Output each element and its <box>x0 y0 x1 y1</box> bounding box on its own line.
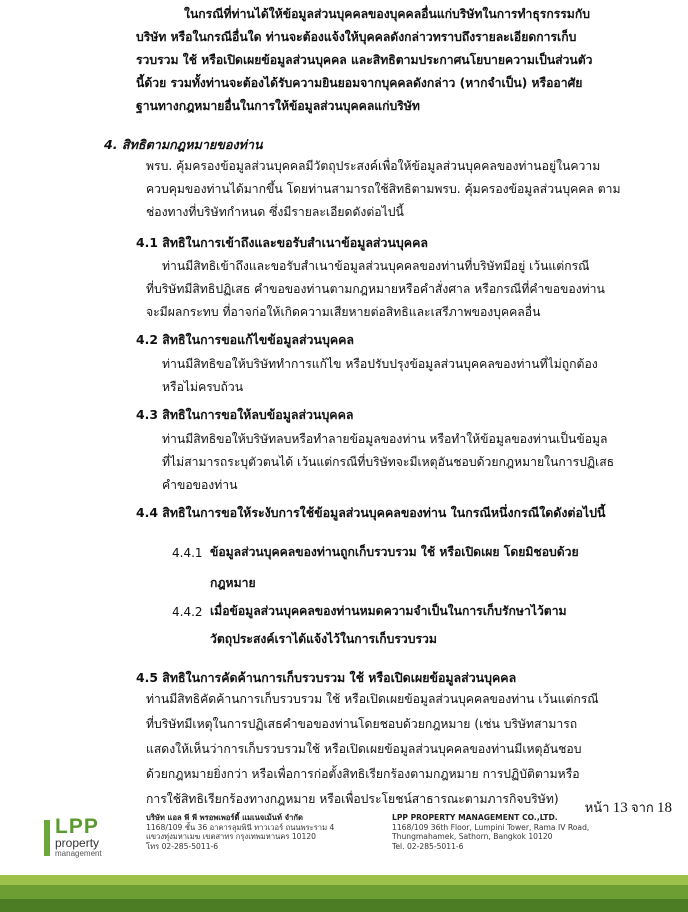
english-address-line-1: 1168/109 36th Floor, Lumpini Tower, Rama IV Road, <box>392 822 590 832</box>
section-4-3-line-1: ท่านมีสิทธิขอให้บริษัทลบหรือทำลายข้อมูลของท่าน หรือทำให้ข้อมูลของท่านเป็นข้อมูล <box>162 432 608 446</box>
item-4-4-2-line-2: วัตถุประสงค์เราได้แจ้งไว้ในการเก็บรวบรวม <box>210 632 437 646</box>
section-4-intro-line-1: พรบ. คุ้มครองข้อมูลส่วนบุคคลมีวัตถุประสงค์เพื่อให้ข้อมูลส่วนบุคคลของท่านอยู่ในความ <box>146 159 601 173</box>
section-4-5-line-2: ที่บริษัทมีเหตุในการปฏิเสธคำขอของท่านโดยชอบด้วยกฎหมาย (เช่น บริษัทสามารถ <box>146 717 578 731</box>
intro-line-5: ฐานทางกฎหมายอื่นในการให้ข้อมูลส่วนบุคคลแก่บริษัท <box>136 99 420 113</box>
section-4-3-title: 4.3 สิทธิในการขอให้ลบข้อมูลส่วนบุคคล <box>136 407 354 422</box>
english-address-line-2: Thungmahamek, Sathorn, Bangkok 10120 <box>392 832 553 842</box>
section-4-2-line-2: หรือไม่ครบถ้วน <box>162 380 244 394</box>
thai-company-name: บริษัท แอล พี พี พรอพเพอร์ตี้ แมเนจเม้นท์ จำกัด <box>146 813 303 822</box>
logo-main-text: LPP <box>55 815 99 838</box>
footer-stripe-mid <box>0 885 688 899</box>
section-4-3-line-3: คำขอของท่าน <box>162 478 238 492</box>
item-4-4-2-number: 4.4.2 <box>172 605 203 619</box>
intro-line-2: บริษัท หรือในกรณีอื่นใด ท่านจะต้องแจ้งให้บุคคลดังกล่าวทราบถึงรายละเอียดการเก็บ <box>136 30 577 44</box>
section-4-2-title: 4.2 สิทธิในการขอแก้ไขข้อมูลส่วนบุคคล <box>136 332 354 347</box>
section-4-5-line-1: ท่านมีสิทธิคัดค้านการเก็บรวบรวม ใช้ หรือเปิดเผยข้อมูลส่วนบุคคลของท่าน เว้นแต่กรณี <box>146 692 599 706</box>
section-4-1-title: 4.1 สิทธิในการเข้าถึงและขอรับสำเนาข้อมูลส่วนบุคคล <box>136 235 428 250</box>
section-4-3-line-2: ที่ไม่สามารถระบุตัวตนได้ เว้นแต่กรณีที่บริษัทจะมีเหตุอันชอบด้วยกฎหมายในการปฏิเสธ <box>162 455 615 469</box>
logo-property-text: property <box>55 836 100 850</box>
section-4-5-line-5: การใช้สิทธิเรียกร้องทางกฎหมาย หรือเพื่อประโยชน์สาธารณะตามภารกิจบริษัท) <box>146 792 559 806</box>
page-number-current: 13 <box>612 800 628 816</box>
logo-management-text: management <box>55 849 102 858</box>
footer-stripe-dark <box>0 899 688 912</box>
section-4-4-title: 4.4 สิทธิในการขอให้ระงับการใช้ข้อมูลส่วนบุคคลของท่าน ในกรณีหนึ่งกรณีใดดังต่อไปนี้ <box>136 505 606 520</box>
section-4-heading: 4. สิทธิตามกฎหมายของท่าน <box>104 137 263 152</box>
section-4-1-line-2: ที่บริษัทมีสิทธิปฏิเสธ คำขอของท่านตามกฎหมายหรือคำสั่งศาล หรือกรณีที่คำขอของท่าน <box>146 282 605 296</box>
english-company-name: LPP PROPERTY MANAGEMENT CO.,LTD. <box>392 813 558 822</box>
page-number-total: 18 <box>657 800 672 816</box>
intro-line-3: รวบรวม ใช้ หรือเปิดเผยข้อมูลส่วนบุคคล และสิทธิตามประกาศนโยบายความเป็นส่วนตัว <box>136 53 593 67</box>
logo-bar <box>44 820 50 856</box>
intro-line-1: ในกรณีที่ท่านได้ให้ข้อมูลส่วนบุคคลของบุคคลอื่นแก่บริษัทในการทำธุรกรรมกับ <box>184 7 590 21</box>
thai-address-block <box>146 813 334 851</box>
section-4-5-line-3: แสดงให้เห็นว่าการเก็บรวบรวมใช้ หรือเปิดเผยข้อมูลส่วนบุคคลของท่านมีเหตุอันชอบ <box>146 742 582 756</box>
item-4-4-1-number: 4.4.1 <box>172 546 203 560</box>
thai-address-line-2: แขวงทุ่งมหาเมฆ เขตสาทร กรุงเทพมหานคร 10120 <box>146 832 316 842</box>
footer-stripe-light <box>0 875 688 885</box>
item-4-4-1-line-2: กฎหมาย <box>210 576 256 590</box>
item-4-4-2-line-1: เมื่อข้อมูลส่วนบุคคลของท่านหมดความจำเป็นในการเก็บรักษาไว้ตาม <box>210 604 567 618</box>
english-address-line-3: Tel. 02-285-5011-6 <box>392 841 464 851</box>
thai-address-line-1: 1168/109 ชั้น 36 อาคารลุมพินี ทาวเวอร์ ถนนพระราม 4 <box>146 822 335 832</box>
page-number-middle: จาก <box>630 800 654 815</box>
section-4-intro-line-3: ช่องทางที่บริษัทกำหนด ซึ่งมีรายละเอียดดังต่อไปนี้ <box>146 205 404 219</box>
section-4-2-line-1: ท่านมีสิทธิขอให้บริษัททำการแก้ไข หรือปรับปรุงข้อมูลส่วนบุคคลของท่านที่ไม่ถูกต้อง <box>162 357 598 371</box>
intro-line-4: นี้ด้วย รวมทั้งท่านจะต้องได้รับความยินยอมจากบุคคลดังกล่าว (หากจำเป็น) หรืออาศัย <box>136 76 583 90</box>
section-4-1-line-3: จะมีผลกระทบ ที่อาจก่อให้เกิดความเสียหายต่อสิทธิและเสรีภาพของบุคคลอื่น <box>146 305 541 319</box>
company-logo <box>44 816 124 866</box>
thai-address-line-3: โทร 02-285-5011-6 <box>146 841 219 851</box>
item-4-4-1-line-1: ข้อมูลส่วนบุคคลของท่านถูกเก็บรวบรวม ใช้ หรือเปิดเผย โดยมิชอบด้วย <box>210 545 579 559</box>
section-4-5-line-4: ด้วยกฎหมายยิ่งกว่า หรือเพื่อการก่อตั้งสิทธิเรียกร้องตามกฎหมาย การปฏิบัติตามหรือ <box>146 767 580 781</box>
section-4-intro-line-2: ควบคุมของท่านได้มากขึ้น โดยท่านสามารถใช้สิทธิตามพรบ. คุ้มครองข้อมูลส่วนบุคคล ตาม <box>146 182 621 196</box>
section-4-1-line-1: ท่านมีสิทธิเข้าถึงและขอรับสำเนาข้อมูลส่วนบุคคลของท่านที่บริษัทมีอยู่ เว้นแต่กรณี <box>162 259 590 273</box>
english-address-block <box>392 813 589 851</box>
page-number-prefix: หน้า <box>584 800 610 815</box>
section-4-5-title: 4.5 สิทธิในการคัดค้านการเก็บรวบรวม ใช้ หรือเปิดเผยข้อมูลส่วนบุคคล <box>136 670 517 685</box>
